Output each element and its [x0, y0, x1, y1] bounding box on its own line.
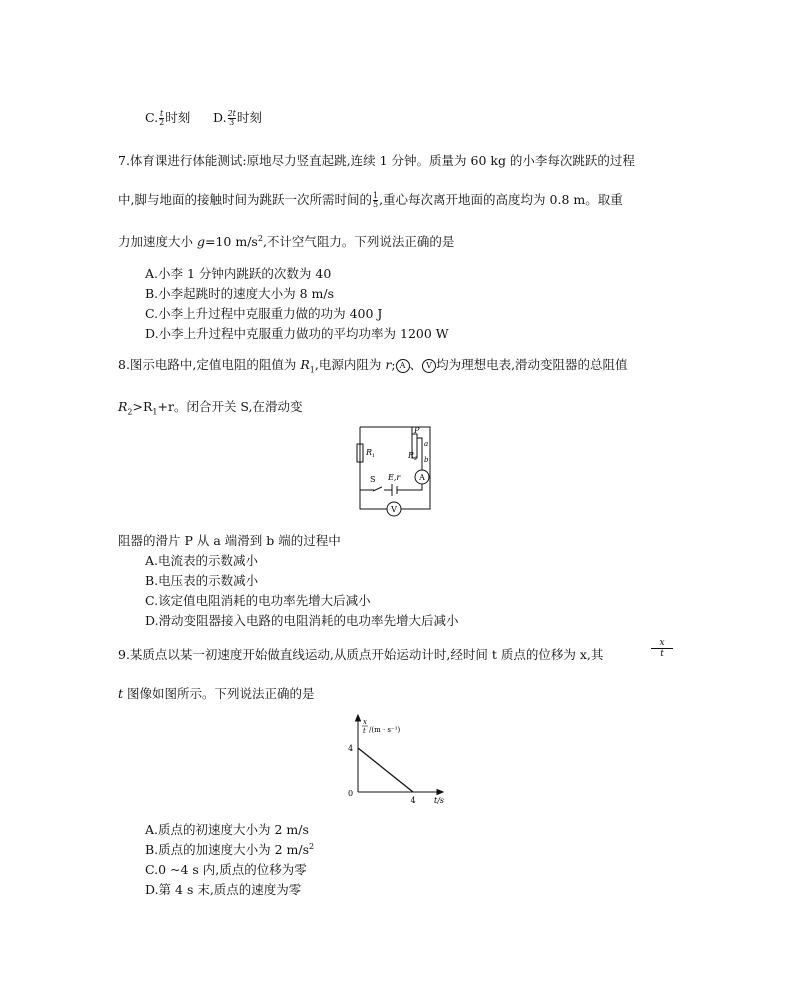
q8-line3: 阻器的滑片 P 从 a 端滑到 b 端的过程中 — [118, 533, 341, 548]
svg-text:E,r: E,r — [388, 473, 401, 482]
y-label-num: x — [363, 718, 367, 726]
q8-option-d: D.滑动变阻器接入电路的电阻消耗的电功率先增大后减小 — [145, 613, 459, 628]
svg-text:V: V — [391, 505, 397, 514]
origin-label: 0 — [348, 789, 354, 798]
q7-option-d: D.小李上升过程中克服重力做功的平均功率为 1200 W — [145, 326, 449, 341]
q9-graph — [330, 712, 460, 808]
q8-option-a: A.电流表的示数减小 — [145, 553, 259, 568]
q7-option-c: C.小李上升过程中克服重力做的功为 400 J — [145, 306, 383, 321]
y-tick-4: 4 — [348, 744, 354, 753]
q9-option-c: C.0 ~4 s 内,质点的位移为零 — [145, 862, 307, 877]
svg-text:b: b — [424, 456, 429, 464]
ammeter-symbol: A — [396, 359, 410, 373]
svg-text:R2: $R_2$ — [408, 451, 418, 462]
q9-line2: t 图像如图所示。下列说法正确的是 — [118, 686, 315, 701]
x-axis-arrow — [437, 790, 443, 795]
y-axis-arrow — [356, 715, 361, 721]
x-tick-4: 4 — [410, 796, 416, 805]
q8-option-c: C.该定值电阻消耗的电功率先增大后减小 — [145, 593, 371, 608]
q7-option-b: B.小李起跳时的速度大小为 8 m/s — [145, 286, 335, 301]
x-label: t/s — [434, 796, 445, 805]
q7-line2: 中,脚与地面的接触时间为跳跃一次所需时间的 $\frac{1}{5}$ ,重心每次离开地面的高度均为 0.8 m。取重 — [118, 191, 623, 209]
q9-option-a: A.质点的初速度大小为 2 m/s — [145, 822, 309, 837]
voltmeter-symbol: V — [422, 359, 436, 373]
q9-option-b: B.质点的加速度大小为 2 $m/s^2$ — [145, 841, 315, 857]
y-label-den: t — [363, 727, 366, 735]
y-unit: /(m · s⁻¹) — [369, 726, 401, 734]
svg-text:A: A — [419, 473, 425, 482]
q7-line1: 7.体育课进行体能测试:原地尽力竖直起跳,连续 1 分钟。质量为 60 kg 的小李每次跳跃的过程 — [118, 153, 635, 168]
q7-line3: 力加速度大小 g=10 $m/s^2$,不计空气阻力。下列说法正确的是 — [118, 233, 455, 249]
svg-text:P: P — [414, 426, 420, 435]
q8-option-b: B.电压表的示数减小 — [145, 573, 259, 588]
q9-line1: 9.某质点以某一初速度开始做直线运动,从质点开始运动计时,经时间 t 质点的位移为 x,其 — [118, 647, 604, 662]
q7-option-a: A.小李 1 分钟内跳跃的次数为 40 — [145, 266, 332, 281]
q8-line1: 8.图示电路中,定值电阻的阻值为 $R_1$,电源内阻为 r; A 、 V 均为理想电表,滑动变阻器的总阻值 — [118, 357, 628, 375]
svg-text:S: S — [370, 475, 376, 484]
circuit-diagram — [352, 424, 442, 524]
svg-text:R1: $R_1$ — [366, 448, 376, 459]
q9-option-d: D.第 4 s 末,质点的速度为零 — [145, 882, 302, 897]
data-line — [358, 748, 413, 792]
q9-fraction: $\frac{x}{t}$ — [650, 638, 674, 659]
svg-text:a: a — [424, 440, 429, 448]
q8-line2: $R_2>R_1+r$。闭合开关 S,在滑动变 — [118, 399, 303, 417]
q6-option-c: C. $\frac{t}{2}$ 时刻 — [145, 109, 191, 127]
q6-option-d: D. $\frac{2t}{3}$ 时刻 — [213, 109, 262, 127]
